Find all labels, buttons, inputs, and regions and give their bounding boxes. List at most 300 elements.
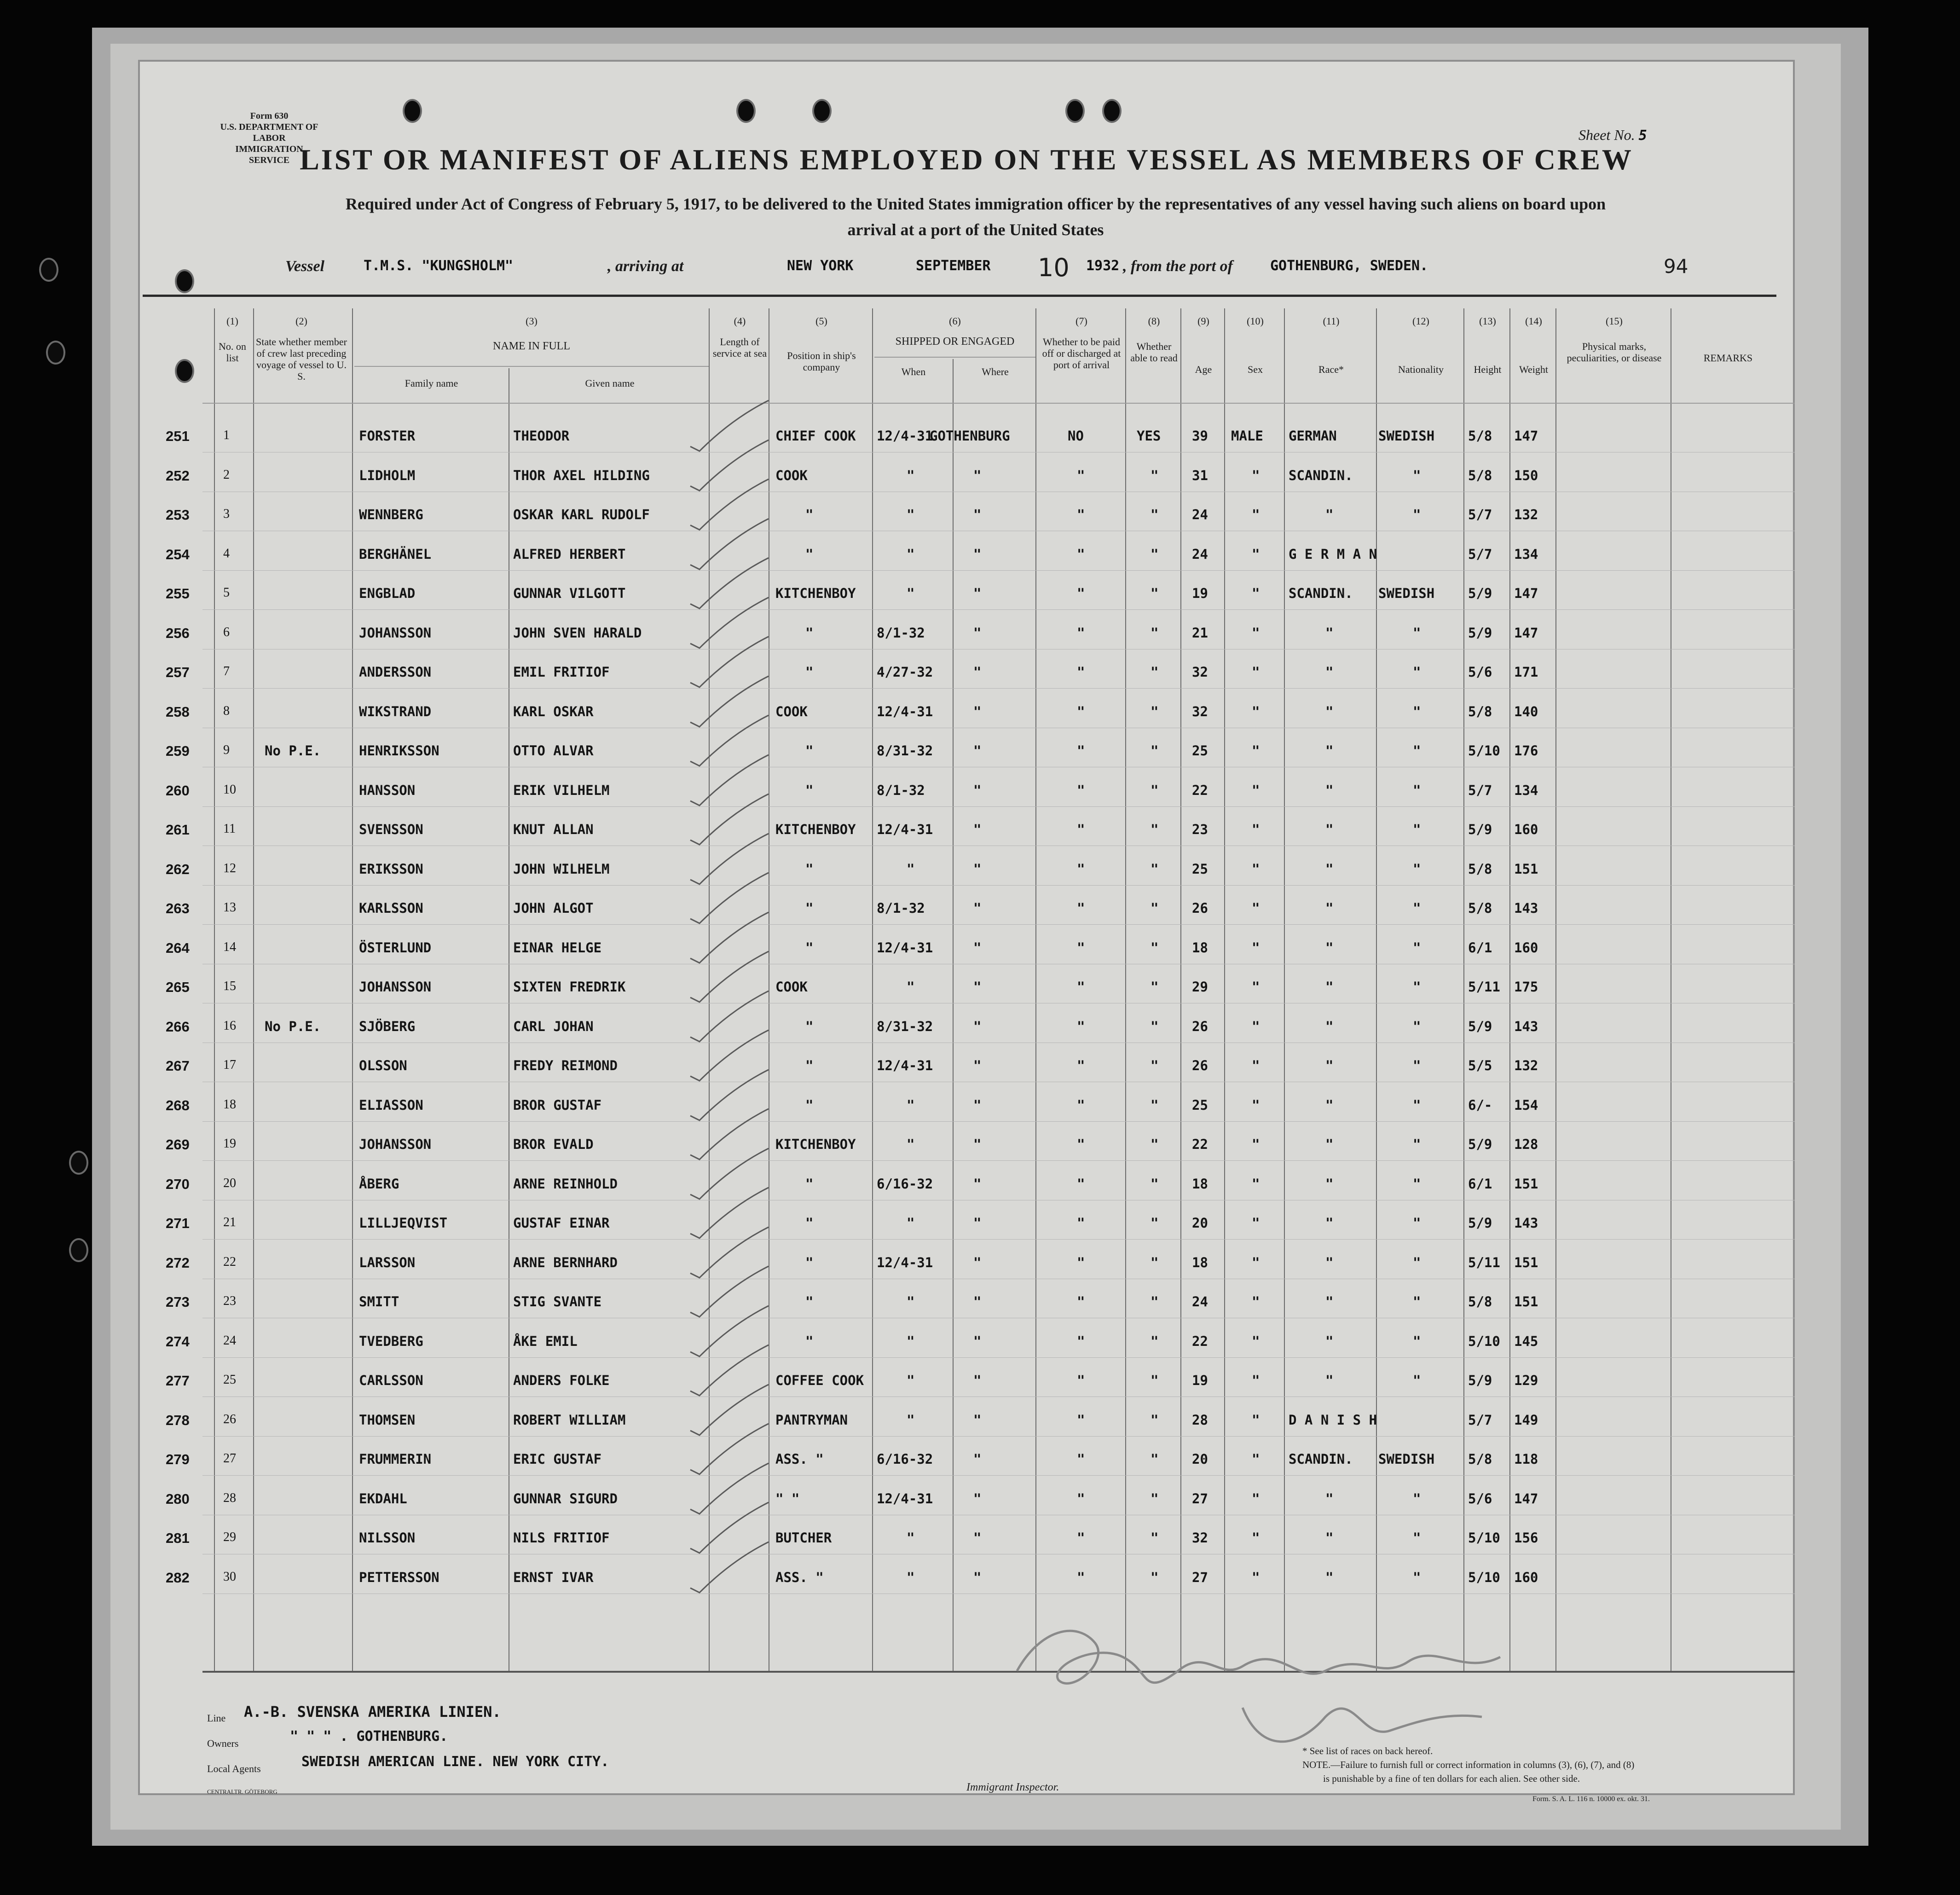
cell-able-to-read: " <box>1151 939 1159 956</box>
cell-height: 5/9 <box>1468 625 1492 641</box>
penalty-note-2: is punishable by a fine of ten dollars for each alien. See other side. <box>1323 1773 1580 1784</box>
cell-shipped-where: " <box>973 1058 982 1073</box>
cell-sex: " <box>1252 743 1260 759</box>
cell-race: " <box>1325 939 1334 956</box>
col-position: Position in ship's company <box>787 350 856 373</box>
cell-weight: 160 <box>1514 1569 1538 1585</box>
cell-able-to-read: " <box>1151 1451 1159 1467</box>
col-length-of-service: Length of service at sea <box>712 336 767 359</box>
cell-paid-off: " <box>1077 782 1085 798</box>
cell-age: 39 <box>1192 428 1208 444</box>
cell-position: " <box>805 900 814 916</box>
cell-shipped-where: GOTHENBURG <box>930 428 1010 444</box>
cell-shipped-when: 4/27-32 <box>877 664 933 680</box>
cell-able-to-read: " <box>1151 1373 1159 1388</box>
cell-shipped-when: 8/31-32 <box>877 743 933 759</box>
cell-weight: 132 <box>1514 1058 1538 1073</box>
col10-num: (10) <box>1247 315 1264 327</box>
cell-family-name: LILLJEQVIST <box>359 1215 448 1231</box>
cell-sex: " <box>1252 1254 1260 1270</box>
cell-weight: 150 <box>1514 467 1538 483</box>
cell-weight: 147 <box>1514 585 1538 601</box>
cell-weight: 156 <box>1514 1530 1538 1546</box>
cell-shipped-when: " <box>907 1569 915 1585</box>
service: IMMIGRATION SERVICE <box>235 144 303 165</box>
cell-shipped-where: " <box>973 625 982 641</box>
col-physical-marks: Physical marks, peculiarities, or disease <box>1567 341 1662 364</box>
cell-position: CHIEF COOK <box>775 428 856 444</box>
cell-shipped-where: " <box>973 1451 982 1467</box>
punch-hole <box>1102 99 1122 123</box>
cell-paid-off: " <box>1077 1373 1085 1388</box>
cell-sex: " <box>1252 1490 1260 1507</box>
cell-given-name: THOR AXEL HILDING <box>513 467 650 483</box>
cell-family-name: ÅBERG <box>359 1176 399 1192</box>
vessel-line <box>138 253 1795 290</box>
cell-family-name: LIDHOLM <box>359 467 416 483</box>
cell-nationality: " <box>1413 743 1421 759</box>
cell-able-to-read: " <box>1151 1490 1159 1507</box>
cell-position: " <box>805 664 814 680</box>
col13-num: (13) <box>1479 315 1496 327</box>
cell-family-name: ERIKSSON <box>359 861 423 877</box>
subtitle-line-2: arrival at a port of the United States <box>847 220 1104 239</box>
grid-line <box>1509 308 1510 1671</box>
cell-race: " <box>1325 1569 1334 1585</box>
penalty-note-1: NOTE.—Failure to furnish full or correct information in columns (3), (6), (7), and (8) <box>1302 1759 1635 1770</box>
cell-shipped-where: " <box>973 1136 982 1152</box>
col5-num: (5) <box>815 315 827 327</box>
vessel-label: Vessel <box>285 258 324 275</box>
cell-paid-off: " <box>1077 979 1085 995</box>
cell-height: 5/8 <box>1468 861 1492 877</box>
cell-paid-off: " <box>1077 1176 1085 1192</box>
cell-height: 5/11 <box>1468 1254 1500 1270</box>
cell-sex: " <box>1252 703 1260 719</box>
row-rule <box>202 570 1795 571</box>
cell-shipped-when: 8/1-32 <box>877 782 925 798</box>
cell-given-name: NILS FRITIOF <box>513 1530 610 1546</box>
col-paid-off: Whether to be paid off or discharged at port of arrival <box>1042 336 1121 371</box>
cell-line-number: 30 <box>223 1569 236 1584</box>
cell-line-number: 16 <box>223 1018 236 1033</box>
cell-position: KITCHENBOY <box>775 1136 856 1152</box>
cell-race: " <box>1325 1058 1334 1073</box>
cell-shipped-where: " <box>973 861 982 877</box>
cell-given-name: EINAR HELGE <box>513 939 602 956</box>
cell-family-name: SJÖBERG <box>359 1018 416 1034</box>
binder-hole <box>69 1238 88 1262</box>
cell-height: 6/1 <box>1468 939 1492 956</box>
cell-race: " <box>1325 1215 1334 1231</box>
cell-position: " <box>805 625 814 641</box>
cell-weight: 175 <box>1514 979 1538 995</box>
punch-hole <box>175 359 194 383</box>
cell-nationality: " <box>1413 1569 1421 1585</box>
cell-age: 28 <box>1192 1412 1208 1428</box>
row-rule <box>202 924 1795 925</box>
cell-previous-voyage: No P.E. <box>265 743 321 759</box>
cell-given-name: JOHN ALGOT <box>513 900 594 916</box>
cell-given-name: ROBERT WILLIAM <box>513 1412 626 1428</box>
cell-paid-off: " <box>1077 1018 1085 1034</box>
cell-position: BUTCHER <box>775 1530 832 1546</box>
cell-age: 27 <box>1192 1569 1208 1585</box>
cell-race: " <box>1325 664 1334 680</box>
cell-paid-off: " <box>1077 861 1085 877</box>
cell-age: 26 <box>1192 1018 1208 1034</box>
cell-shipped-where: " <box>973 546 982 562</box>
cell-shipped-when: 12/4-31 <box>877 822 933 837</box>
cell-shipped-where: " <box>973 1412 982 1428</box>
cell-weight: 149 <box>1514 1412 1538 1428</box>
cell-age: 24 <box>1192 507 1208 522</box>
cell-shipped-when: " <box>907 1412 915 1428</box>
cell-sex: " <box>1252 939 1260 956</box>
col-race: Race* <box>1318 364 1344 375</box>
cell-race: " <box>1325 979 1334 995</box>
cell-position: " <box>805 782 814 798</box>
cell-family-name: ENGBLAD <box>359 585 416 601</box>
col15-num: (15) <box>1606 315 1623 327</box>
form-reference: Form. S. A. L. 116 n. 10000 ex. okt. 31. <box>1532 1795 1650 1803</box>
cell-shipped-when: " <box>907 979 915 995</box>
row-rule <box>202 688 1795 689</box>
cell-able-to-read: " <box>1151 822 1159 837</box>
cell-sex: " <box>1252 1451 1260 1467</box>
cell-nationality: " <box>1413 1373 1421 1388</box>
col-when: When <box>901 366 926 377</box>
sheet-no-value: 5 <box>1638 127 1647 144</box>
cell-margin-number: 256 <box>166 625 190 641</box>
col-weight: Weight <box>1519 364 1548 375</box>
cell-age: 18 <box>1192 1254 1208 1270</box>
col-no-on-list: No. on list <box>219 341 246 364</box>
cell-height: 5/10 <box>1468 743 1500 759</box>
cell-given-name: STIG SVANTE <box>513 1294 602 1310</box>
cell-position: " " <box>775 1490 800 1507</box>
cell-race: " <box>1325 743 1334 759</box>
cell-nationality: " <box>1413 703 1421 719</box>
cell-paid-off: " <box>1077 467 1085 483</box>
cell-weight: 143 <box>1514 1018 1538 1034</box>
cell-given-name: BROR GUSTAF <box>513 1097 602 1113</box>
cell-position: " <box>805 939 814 956</box>
cell-shipped-where: " <box>973 467 982 483</box>
cell-nationality: SWEDISH <box>1378 428 1435 444</box>
cell-family-name: ELIASSON <box>359 1097 423 1113</box>
cell-shipped-when: " <box>907 1333 915 1349</box>
grid-line <box>1376 308 1377 1671</box>
cell-line-number: 11 <box>223 822 236 836</box>
cell-margin-number: 253 <box>166 507 190 523</box>
cell-shipped-where: " <box>973 1176 982 1192</box>
col-where: Where <box>982 366 1009 377</box>
cell-age: 18 <box>1192 1176 1208 1192</box>
cell-position: COOK <box>775 467 808 483</box>
cell-race: " <box>1325 625 1334 641</box>
cell-margin-number: 261 <box>166 822 190 838</box>
cell-margin-number: 266 <box>166 1018 190 1035</box>
cell-nationality: " <box>1413 467 1421 483</box>
cell-able-to-read: " <box>1151 467 1159 483</box>
row-rule <box>202 806 1795 807</box>
cell-line-number: 4 <box>223 546 230 561</box>
cell-paid-off: " <box>1077 1058 1085 1073</box>
cell-nationality: " <box>1413 939 1421 956</box>
cell-given-name: GUNNAR SIGURD <box>513 1490 618 1507</box>
cell-race: " <box>1325 1176 1334 1192</box>
cell-nationality: SWEDISH <box>1378 585 1435 601</box>
cell-sex: " <box>1252 1215 1260 1231</box>
col4-num: (4) <box>734 315 746 327</box>
col-able-to-read: Whether able to read <box>1130 341 1178 364</box>
cell-position: " <box>805 1058 814 1073</box>
cell-margin-number: 262 <box>166 861 190 877</box>
cell-sex: " <box>1252 1097 1260 1113</box>
cell-sex: " <box>1252 1294 1260 1310</box>
row-rule <box>202 885 1795 886</box>
cell-nationality: " <box>1413 782 1421 798</box>
cell-shipped-when: " <box>907 585 915 601</box>
grid-line <box>352 308 353 1671</box>
cell-sex: " <box>1252 1530 1260 1546</box>
cell-nationality: " <box>1413 1333 1421 1349</box>
cell-shipped-where: " <box>973 939 982 956</box>
cell-family-name: EKDAHL <box>359 1490 407 1507</box>
cell-sex: " <box>1252 1412 1260 1428</box>
form-number: Form 630 <box>250 111 289 121</box>
cell-margin-number: 279 <box>166 1451 190 1467</box>
cell-family-name: TVEDBERG <box>359 1333 423 1349</box>
cell-nationality: " <box>1413 900 1421 916</box>
cell-able-to-read: " <box>1151 979 1159 995</box>
cell-able-to-read: " <box>1151 703 1159 719</box>
cell-position: " <box>805 861 814 877</box>
cell-race: G E R M A N <box>1289 546 1377 562</box>
cell-given-name: FREDY REIMOND <box>513 1058 618 1073</box>
cell-sex: " <box>1252 585 1260 601</box>
cell-race: " <box>1325 1294 1334 1310</box>
from-label: , from the port of <box>1123 258 1233 275</box>
cell-sex: " <box>1252 822 1260 837</box>
cell-height: 5/8 <box>1468 428 1492 444</box>
cell-race: " <box>1325 507 1334 522</box>
binder-hole <box>39 258 58 282</box>
cell-age: 20 <box>1192 1451 1208 1467</box>
grid-line <box>872 308 873 1671</box>
cell-paid-off: " <box>1077 822 1085 837</box>
cell-margin-number: 265 <box>166 979 190 995</box>
cell-family-name: JOHANSSON <box>359 625 432 641</box>
arrival-day: 10 <box>1038 253 1070 282</box>
page-number: 94 <box>1664 255 1688 278</box>
cell-margin-number: 271 <box>166 1215 190 1231</box>
col2-num: (2) <box>295 315 307 327</box>
cell-family-name: KARLSSON <box>359 900 423 916</box>
cell-nationality: " <box>1413 1254 1421 1270</box>
cell-nationality: " <box>1413 507 1421 522</box>
cell-family-name: FRUMMERIN <box>359 1451 432 1467</box>
cell-line-number: 26 <box>223 1412 236 1426</box>
cell-weight: 134 <box>1514 546 1538 562</box>
cell-race: SCANDIN. <box>1289 467 1353 483</box>
cell-age: 32 <box>1192 703 1208 719</box>
cell-shipped-when: 8/1-32 <box>877 900 925 916</box>
cell-shipped-where: " <box>973 585 982 601</box>
departure-port: GOTHENBURG, SWEDEN. <box>1270 258 1428 274</box>
cell-height: 5/9 <box>1468 1018 1492 1034</box>
cell-age: 24 <box>1192 1294 1208 1310</box>
cell-family-name: JOHANSSON <box>359 979 432 995</box>
cell-sex: " <box>1252 979 1260 995</box>
cell-line-number: 14 <box>223 939 236 954</box>
cell-family-name: PETTERSSON <box>359 1569 439 1585</box>
cell-shipped-where: " <box>973 782 982 798</box>
cell-given-name: ERIC GUSTAF <box>513 1451 602 1467</box>
cell-position: COFFEE COOK <box>775 1373 864 1388</box>
cell-height: 5/8 <box>1468 1451 1492 1467</box>
cell-margin-number: 270 <box>166 1176 190 1192</box>
cell-position: " <box>805 1018 814 1034</box>
cell-line-number: 6 <box>223 625 230 639</box>
cell-sex: " <box>1252 900 1260 916</box>
cell-paid-off: " <box>1077 1412 1085 1428</box>
cell-paid-off: " <box>1077 1333 1085 1349</box>
cell-age: 24 <box>1192 546 1208 562</box>
cell-paid-off: " <box>1077 900 1085 916</box>
cell-race: SCANDIN. <box>1289 1451 1353 1467</box>
check-mark <box>681 1537 773 1597</box>
cell-sex: " <box>1252 507 1260 522</box>
cell-line-number: 8 <box>223 703 230 718</box>
cell-line-number: 2 <box>223 467 230 482</box>
cell-age: 22 <box>1192 1136 1208 1152</box>
cell-given-name: ANDERS FOLKE <box>513 1373 610 1388</box>
cell-position: " <box>805 1176 814 1192</box>
cell-height: 5/8 <box>1468 467 1492 483</box>
cell-shipped-where: " <box>973 664 982 680</box>
cell-shipped-where: " <box>973 507 982 522</box>
cell-able-to-read: " <box>1151 900 1159 916</box>
cell-margin-number: 252 <box>166 467 190 484</box>
row-rule <box>202 1357 1795 1358</box>
col8-num: (8) <box>1148 315 1160 327</box>
cell-line-number: 13 <box>223 900 236 915</box>
cell-shipped-when: 6/16-32 <box>877 1451 933 1467</box>
cell-height: 6/- <box>1468 1097 1492 1113</box>
cell-position: " <box>805 1254 814 1270</box>
binder-hole <box>69 1151 88 1175</box>
cell-age: 25 <box>1192 743 1208 759</box>
cell-line-number: 19 <box>223 1136 236 1151</box>
cell-margin-number: 268 <box>166 1097 190 1113</box>
cell-given-name: ERNST IVAR <box>513 1569 594 1585</box>
cell-weight: 151 <box>1514 1294 1538 1310</box>
cell-able-to-read: " <box>1151 1412 1159 1428</box>
cell-height: 6/1 <box>1468 1176 1492 1192</box>
col-height: Height <box>1474 364 1502 375</box>
cell-sex: " <box>1252 625 1260 641</box>
cell-paid-off: " <box>1077 1451 1085 1467</box>
cell-weight: 129 <box>1514 1373 1538 1388</box>
cell-position: KITCHENBOY <box>775 822 856 837</box>
col1-num: (1) <box>226 315 238 327</box>
grid-line <box>1555 308 1556 1671</box>
cell-given-name: BROR EVALD <box>513 1136 594 1152</box>
cell-given-name: KNUT ALLAN <box>513 822 594 837</box>
cell-height: 5/7 <box>1468 1412 1492 1428</box>
col-age: Age <box>1195 364 1212 375</box>
cell-margin-number: 272 <box>166 1254 190 1271</box>
cell-shipped-when: " <box>907 1215 915 1231</box>
cell-height: 5/11 <box>1468 979 1500 995</box>
cell-family-name: SVENSSON <box>359 822 423 837</box>
binder-hole <box>46 341 65 365</box>
cell-race: " <box>1325 1136 1334 1152</box>
cell-sex: " <box>1252 664 1260 680</box>
cell-line-number: 21 <box>223 1215 236 1229</box>
cell-shipped-where: " <box>973 703 982 719</box>
cell-paid-off: " <box>1077 625 1085 641</box>
cell-margin-number: 269 <box>166 1136 190 1153</box>
punch-hole <box>812 99 832 123</box>
race-note: * See list of races on back hereof. <box>1302 1745 1433 1756</box>
cell-shipped-when: 12/4-31 <box>877 703 933 719</box>
cell-sex: " <box>1252 546 1260 562</box>
cell-height: 5/9 <box>1468 1136 1492 1152</box>
cell-given-name: CARL JOHAN <box>513 1018 594 1034</box>
cell-height: 5/7 <box>1468 782 1492 798</box>
cell-paid-off: " <box>1077 1097 1085 1113</box>
cell-shipped-when: " <box>907 861 915 877</box>
cell-paid-off: " <box>1077 743 1085 759</box>
cell-height: 5/5 <box>1468 1058 1492 1073</box>
cell-family-name: JOHANSSON <box>359 1136 432 1152</box>
col11-num: (11) <box>1323 315 1340 327</box>
col-family-name: Family name <box>405 377 458 389</box>
cell-nationality: " <box>1413 1136 1421 1152</box>
cell-race: " <box>1325 1333 1334 1349</box>
subtitle-line-1: Required under Act of Congress of February 5, 1917, to be delivered to the United States immigration officer by the representatives of any vessel having such aliens on board upon <box>345 195 1606 213</box>
cell-family-name: CARLSSON <box>359 1373 423 1388</box>
cell-line-number: 17 <box>223 1058 236 1072</box>
cell-shipped-where: " <box>973 1294 982 1310</box>
cell-age: 32 <box>1192 664 1208 680</box>
cell-able-to-read: " <box>1151 585 1159 601</box>
col14-num: (14) <box>1525 315 1542 327</box>
cell-given-name: ALFRED HERBERT <box>513 546 626 562</box>
cell-family-name: LARSSON <box>359 1254 416 1270</box>
cell-margin-number: 257 <box>166 664 190 680</box>
cell-age: 23 <box>1192 822 1208 837</box>
col6-num: (6) <box>949 315 961 327</box>
cell-nationality: " <box>1413 1294 1421 1310</box>
cell-age: 22 <box>1192 1333 1208 1349</box>
cell-given-name: THEODOR <box>513 428 570 444</box>
cell-able-to-read: " <box>1151 507 1159 522</box>
grid-line <box>1035 308 1036 1671</box>
cell-paid-off: " <box>1077 585 1085 601</box>
cell-height: 5/8 <box>1468 1294 1492 1310</box>
cell-nationality: " <box>1413 1097 1421 1113</box>
cell-margin-number: 274 <box>166 1333 190 1350</box>
cell-shipped-when: " <box>907 1530 915 1546</box>
agents-label: Local Agents <box>207 1763 261 1774</box>
cell-shipped-where: " <box>973 900 982 916</box>
cell-position: ASS. " <box>775 1451 824 1467</box>
owners-label: Owners <box>207 1738 239 1749</box>
